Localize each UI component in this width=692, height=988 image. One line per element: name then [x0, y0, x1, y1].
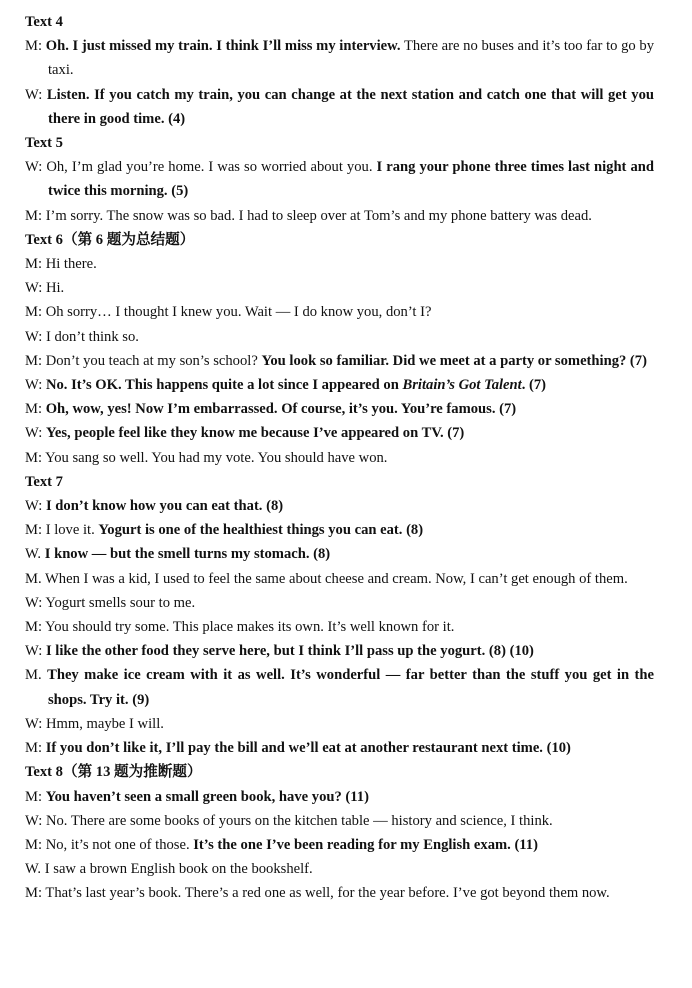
- speaker-label: M:: [25, 38, 43, 55]
- dialogue-line: [25, 276, 654, 300]
- dialogue-text: Don’t you teach at my son’s school?: [45, 352, 262, 369]
- dialogue-line: [25, 155, 654, 203]
- key-sentence: . (7): [521, 377, 547, 394]
- dialogue-line: [25, 252, 654, 276]
- dialogue-text: I’m sorry. The snow was so bad. I had to sleep over at Tom’s and my phone battery was dead.: [45, 207, 592, 224]
- dialogue-text: No, it’s not one of those.: [45, 836, 194, 853]
- key-sentence: Oh, wow, yes! Now I’m embarrassed. Of course, it’s you. You’re famous. (7): [45, 401, 517, 418]
- speaker-label: M.: [25, 570, 42, 587]
- speaker-label: W:: [25, 812, 43, 829]
- speaker-label: W.: [25, 546, 42, 563]
- dialogue-line: [25, 736, 654, 760]
- dialogue-line: [25, 663, 654, 711]
- dialogue-line: [25, 518, 654, 542]
- speaker-label: W:: [25, 715, 43, 732]
- section-heading: Text 6（第 6 题为总结题）: [25, 231, 195, 248]
- dialogue-text: Hmm, maybe I will.: [45, 715, 164, 732]
- speaker-label: W:: [25, 377, 43, 394]
- key-sentence: Yes, people feel like they know me because I’ve appeared on TV. (7): [45, 425, 465, 442]
- dialogue-line: [25, 349, 654, 373]
- speaker-label: M.: [25, 667, 42, 684]
- speaker-label: M:: [25, 619, 43, 636]
- dialogue-text: Oh, I’m glad you’re home. I was so worried about you.: [46, 159, 377, 176]
- speaker-label: M:: [25, 449, 43, 466]
- dialogue-text: You sang so well. You had my vote. You should have won.: [45, 449, 388, 466]
- speaker-label: M:: [25, 740, 43, 757]
- key-sentence: Britain’s Got Talent: [402, 377, 522, 394]
- speaker-label: M:: [25, 788, 43, 805]
- dialogue-line: [25, 712, 654, 736]
- speaker-label: M:: [25, 401, 43, 418]
- dialogue-text: Yogurt smells sour to me.: [45, 594, 196, 611]
- speaker-label: M:: [25, 207, 43, 224]
- key-sentence: You look so familiar. Did we meet at a party or something? (7): [261, 352, 647, 369]
- speaker-label: W:: [25, 594, 43, 611]
- key-sentence: If you don’t like it, I’ll pay the bill and we’ll eat at another restaurant next time. (10): [45, 740, 571, 757]
- dialogue-line: [25, 204, 654, 228]
- dialogue-text: That’s last year’s book. There’s a red one as well, for the year before. I’ve got beyond them now.: [45, 885, 610, 902]
- dialogue-text: I love it.: [45, 522, 99, 539]
- key-sentence: I rang your phone three times last night and twice this morning. (5): [48, 159, 654, 200]
- dialogue-line: [25, 881, 654, 905]
- dialogue-text: I saw a brown English book on the bookshelf.: [44, 861, 313, 878]
- speaker-label: W:: [25, 328, 43, 345]
- dialogue-line: [25, 34, 654, 82]
- dialogue-line: [25, 494, 654, 518]
- key-sentence: They make ice cream with it as well. It’s wonderful — far better than the stuff you get in the shops. Try it. (9): [47, 667, 655, 708]
- speaker-label: W:: [25, 159, 43, 176]
- dialogue-line: [25, 833, 654, 857]
- dialogue-line: [25, 639, 654, 663]
- dialogue-line: [25, 785, 654, 809]
- speaker-label: M:: [25, 304, 43, 321]
- key-sentence: Oh. I just missed my train. I think I’ll miss my interview.: [45, 38, 401, 55]
- speaker-label: W:: [25, 643, 43, 660]
- speaker-label: W:: [25, 498, 43, 515]
- dialogue-text: I don’t think so.: [45, 328, 139, 345]
- dialogue-text: When I was a kid, I used to feel the same about cheese and cream. Now, I can’t get enough of them.: [45, 570, 628, 587]
- speaker-label: W:: [25, 425, 43, 442]
- dialogue-line: [25, 421, 654, 445]
- speaker-label: M:: [25, 522, 43, 539]
- dialogue-text: You should try some. This place makes its own. It’s well known for it.: [45, 619, 455, 636]
- dialogue-line: [25, 446, 654, 470]
- dialogue-line: [25, 542, 654, 566]
- dialogue-text: Hi.: [45, 280, 65, 297]
- key-sentence: Yogurt is one of the healthiest things you can eat. (8): [98, 522, 424, 539]
- speaker-label: M:: [25, 836, 43, 853]
- key-sentence: I like the other food they serve here, but I think I’ll pass up the yogurt. (8) (10): [45, 643, 534, 660]
- dialogue-line: [25, 809, 654, 833]
- dialogue-line: [25, 591, 654, 615]
- key-sentence: Listen. If you catch my train, you can change at the next station and catch one that will get you there in good time. (4): [46, 86, 654, 127]
- dialogue-line: [25, 300, 654, 324]
- dialogue-line: [25, 567, 654, 591]
- key-sentence: I know — but the smell turns my stomach. (8): [44, 546, 331, 563]
- key-sentence: You haven’t seen a small green book, have you? (11): [45, 788, 369, 805]
- speaker-label: M:: [25, 885, 43, 902]
- section-heading: Text 4: [25, 14, 63, 30]
- speaker-label: W.: [25, 861, 42, 878]
- dialogue-text: Hi there.: [45, 256, 97, 273]
- key-sentence: I don’t know how you can eat that. (8): [45, 498, 284, 515]
- key-sentence: It’s the one I’ve been reading for my English exam. (11): [193, 836, 538, 853]
- speaker-label: W:: [25, 86, 43, 103]
- dialogue-text: No. There are some books of yours on the kitchen table — history and science, I think.: [45, 812, 553, 829]
- dialogue-text: Oh sorry… I thought I knew you. Wait — I do know you, don’t I?: [45, 304, 432, 321]
- speaker-label: M:: [25, 352, 43, 369]
- dialogue-line: [25, 83, 654, 131]
- section-heading: Text 5: [25, 135, 63, 152]
- dialogue-line: [25, 857, 654, 881]
- key-sentence: No. It’s OK. This happens quite a lot since I appeared on: [45, 377, 403, 394]
- dialogue-text: There are no buses and it’s too far to go by taxi.: [48, 38, 654, 79]
- speaker-label: M:: [25, 256, 43, 273]
- speaker-label: W:: [25, 280, 43, 297]
- section-heading: Text 8（第 13 题为推断题）: [25, 764, 202, 781]
- dialogue-line: [25, 373, 654, 397]
- dialogue-line: [25, 397, 654, 421]
- dialogue-line: [25, 615, 654, 639]
- section-heading: Text 7: [25, 473, 63, 490]
- dialogue-line: [25, 325, 654, 349]
